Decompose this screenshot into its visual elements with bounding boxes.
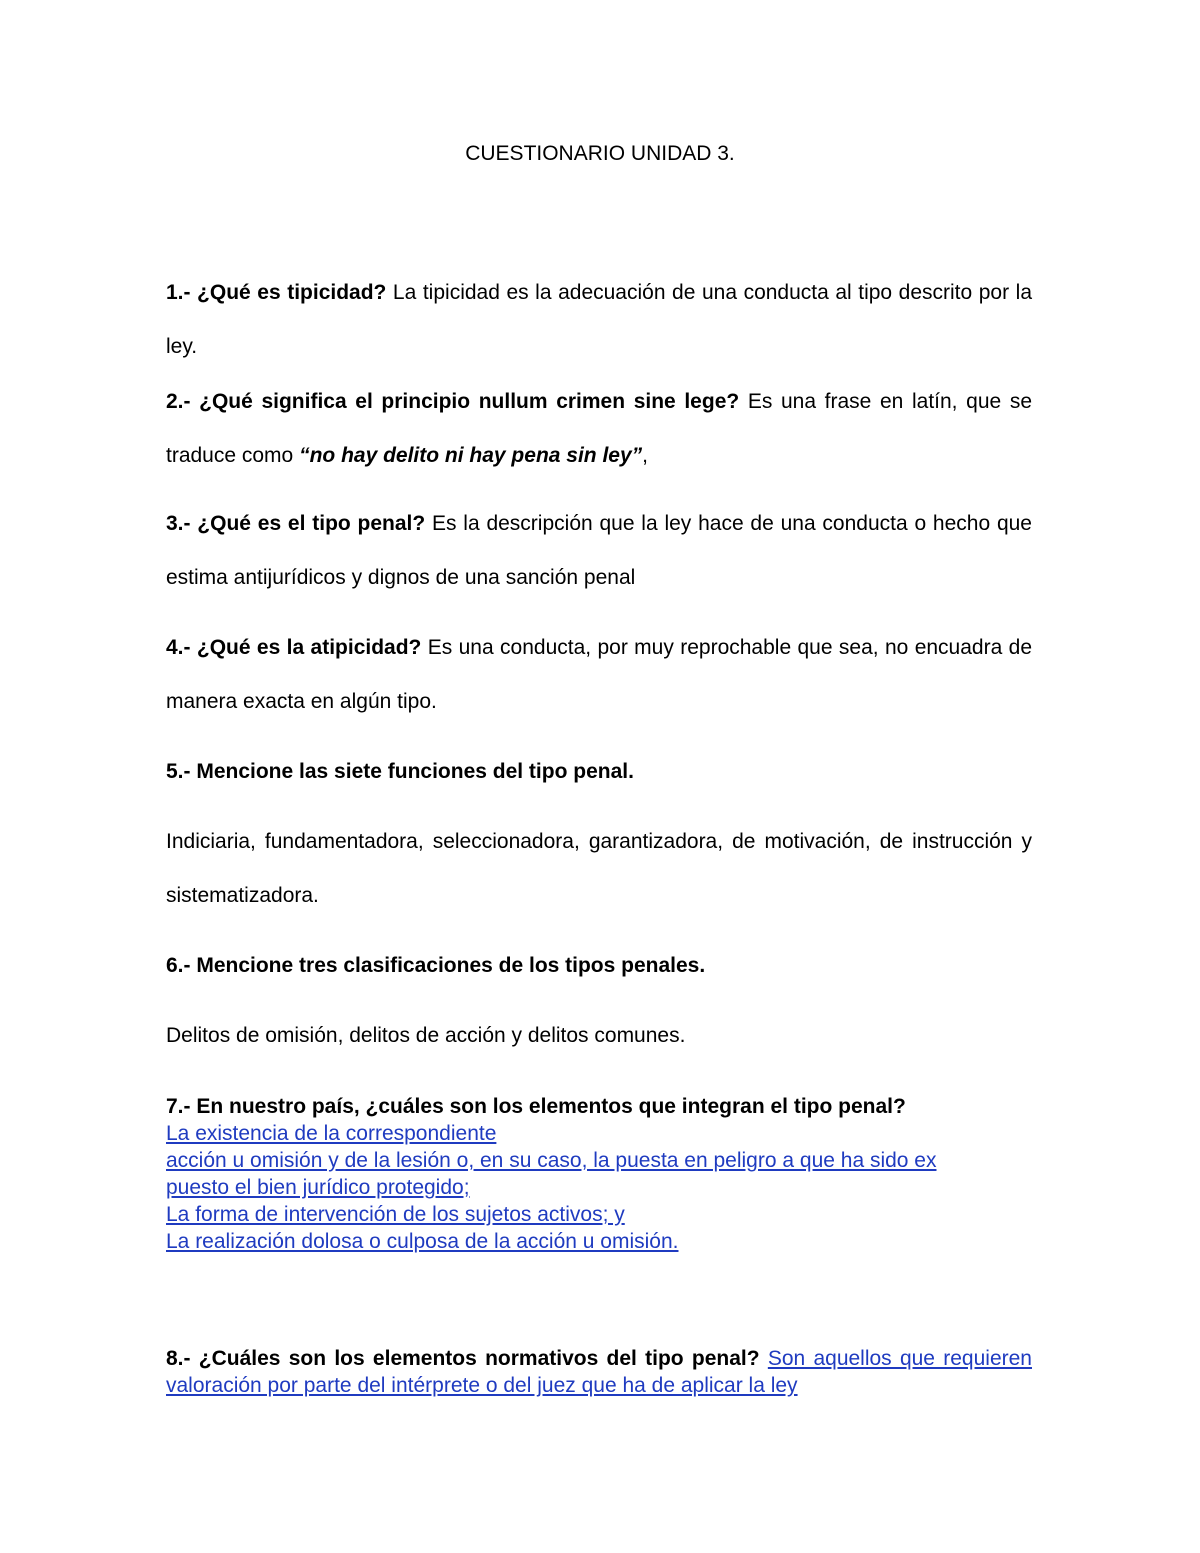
question-2-answer-end: , (642, 444, 648, 467)
question-5-answer: Indiciaria, fundamentadora, seleccionadora, garantizadora, de motivación, de instrucción y sistematizadora. (166, 830, 1032, 907)
question-2 (166, 375, 1032, 483)
answer-link-line[interactable]: La forma de intervención de los sujetos activos; y (166, 1203, 625, 1226)
question-3-answer: Es la descripción que la ley hace de una conducta o hecho que estima antijurídicos y dignos de una sanción penal (166, 512, 1032, 589)
question-1 (166, 266, 1032, 374)
question-1-answer: La tipicidad es la adecuación de una conducta al tipo descrito por la ley. (166, 281, 1032, 358)
question-4-answer: Es una conducta, por muy reprochable que sea, no encuadra de manera exacta en algún tipo. (166, 636, 1032, 713)
answer-link-line[interactable]: La realización dolosa o culposa de la acción u omisión. (166, 1230, 679, 1253)
question-5-label: 5.- Mencione las siete funciones del tipo penal. (166, 760, 634, 783)
question-7-answer (166, 1120, 1046, 1255)
question-2-answer: Es una frase en latín, que se traduce como (166, 390, 1032, 467)
question-7 (166, 1093, 1032, 1120)
answer-link-line[interactable]: puesto el bien jurídico protegido; (166, 1176, 470, 1199)
question-6 (166, 939, 1032, 993)
question-2-label: 2.- ¿Qué significa el principio nullum crimen sine lege? (166, 390, 740, 413)
question-8 (166, 1345, 1032, 1399)
question-1-label: 1.- ¿Qué es tipicidad? (166, 281, 387, 304)
question-6-answer: Delitos de omisión, delitos de acción y delitos comunes. (166, 1024, 686, 1047)
question-3 (166, 497, 1032, 605)
question-4-label: 4.- ¿Qué es la atipicidad? (166, 636, 422, 659)
question-7-label: 7.- En nuestro país, ¿cuáles son los elementos que integran el tipo penal? (166, 1095, 906, 1118)
question-8-label: 8.- ¿Cuáles son los elementos normativos del tipo penal? (166, 1347, 760, 1370)
question-2-answer-emphasis: “no hay delito ni hay pena sin ley” (299, 444, 643, 467)
answer-link-line[interactable]: La existencia de la correspondiente (166, 1122, 497, 1145)
question-6-label: 6.- Mencione tres clasificaciones de los tipos penales. (166, 954, 706, 977)
question-3-label: 3.- ¿Qué es el tipo penal? (166, 512, 426, 535)
document-title: CUESTIONARIO UNIDAD 3. (465, 142, 735, 165)
question-8-answer-link[interactable]: Son aquellos que requieren valoración por parte del intérprete o del juez que ha de aplicar la ley (166, 1347, 1032, 1397)
answer-link-line[interactable]: acción u omisión y de la lesión o, en su caso, la puesta en peligro a que ha sido ex (166, 1149, 937, 1172)
question-5 (166, 745, 1032, 799)
question-4 (166, 621, 1032, 729)
